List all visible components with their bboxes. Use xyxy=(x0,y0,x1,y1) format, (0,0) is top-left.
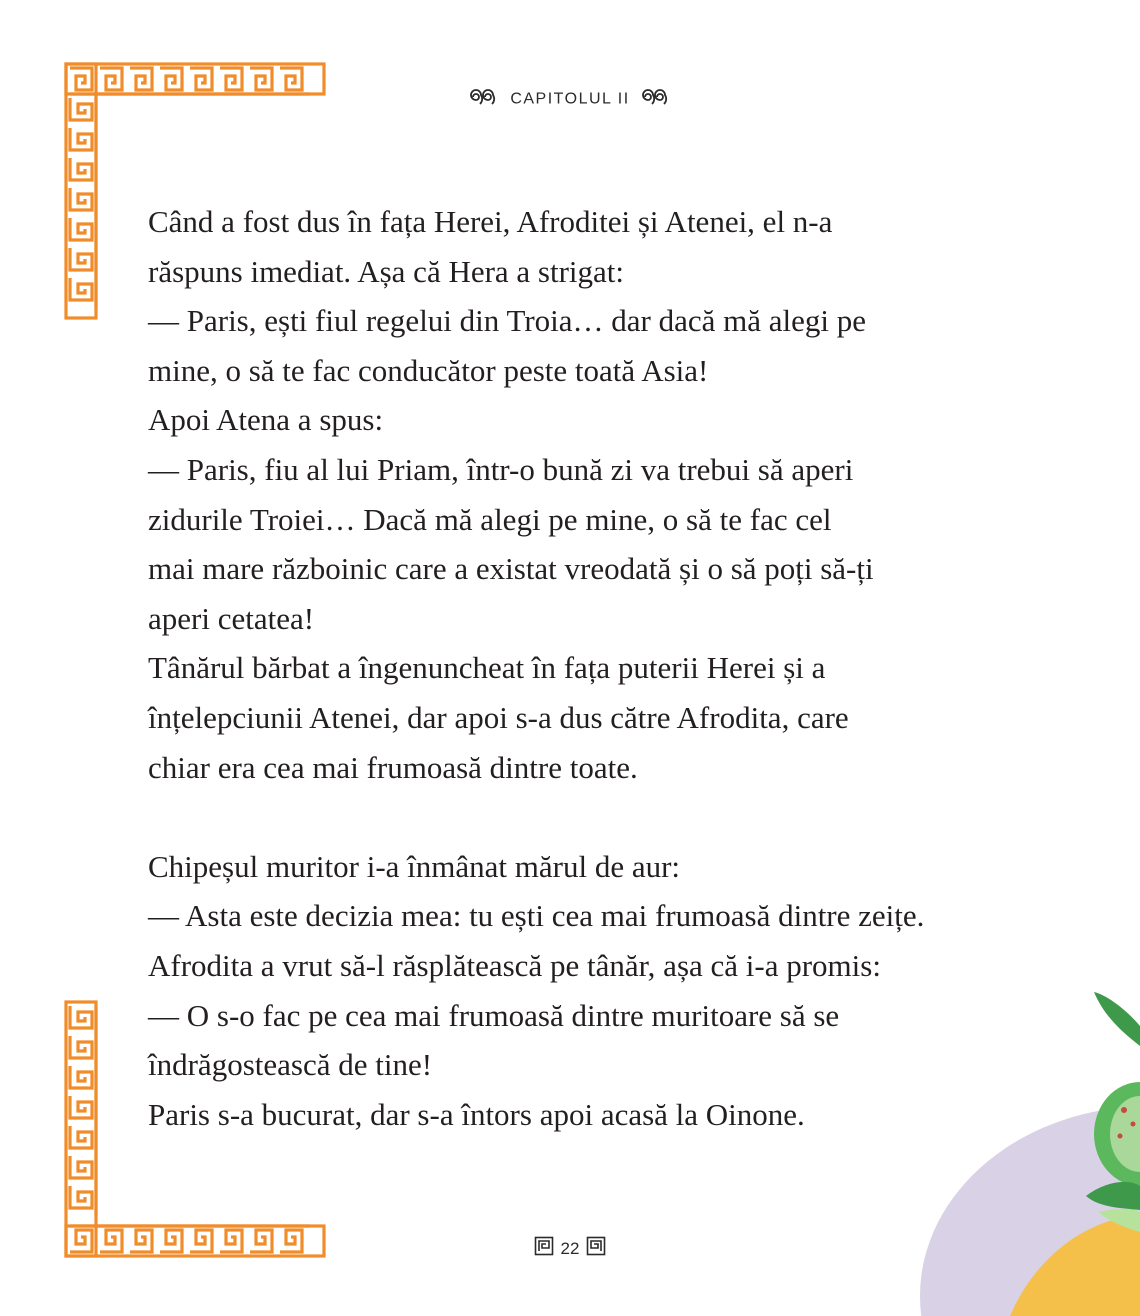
paragraph-gap xyxy=(148,792,1028,842)
text-line: Tânărul bărbat a îngenuncheat în fața puterii Herei și a xyxy=(148,650,826,686)
greek-key-square-icon xyxy=(586,1236,606,1261)
chapter-header xyxy=(0,89,1140,110)
text-line: — Paris, fiu al lui Priam, într-o bună zi va trebui să aperi xyxy=(148,451,854,487)
text-line: — Paris, ești fiul regelui din Troia… dar dacă mă alegi pe xyxy=(148,303,866,339)
text-line: Paris s-a bucurat, dar s-a întors apoi acasă la Oinone. xyxy=(148,1096,805,1132)
chapter-label: CAPITOLUL II xyxy=(510,90,630,108)
text-line: — Asta este decizia mea: tu ești cea mai frumoasă dintre zeițe. xyxy=(148,898,925,934)
text-line: — O s-o fac pe cea mai frumoasă dintre muritoare să se xyxy=(148,997,840,1033)
page-number-value: 22 xyxy=(560,1238,580,1258)
text-line: răspuns imediat. Așa că Hera a strigat: xyxy=(148,253,625,289)
text-line: aperi cetatea! xyxy=(148,600,315,636)
text-line: zidurile Troiei… Dacă mă alegi pe mine, o să te fac cel xyxy=(148,501,832,537)
text-line: îndrăgostească de tine! xyxy=(148,1047,433,1083)
spiral-ornament-icon xyxy=(639,89,673,110)
text-line: Chipeșul muritor i-a înmânat mărul de aur: xyxy=(148,848,681,884)
greek-key-square-icon xyxy=(534,1236,554,1261)
text-line: Afrodita a vrut să-l răsplătească pe tânăr, așa că i-a promis: xyxy=(148,947,881,983)
illustration-corner xyxy=(890,986,1140,1316)
text-line: Când a fost dus în fața Herei, Afroditei și Atenei, el n-a xyxy=(148,204,833,239)
text-line: chiar era cea mai frumoasă dintre toate. xyxy=(148,749,638,785)
text-line: înțelepciunii Atenei, dar apoi s-a dus către Afrodita, care xyxy=(148,699,849,735)
text-line: mine, o să te fac conducător peste toată Asia! xyxy=(148,352,709,388)
text-line: Apoi Atena a spus: xyxy=(148,402,384,438)
text-line: mai mare războinic care a existat vreodată și o să poți să-ți xyxy=(148,551,874,587)
spiral-ornament-icon xyxy=(467,89,501,110)
